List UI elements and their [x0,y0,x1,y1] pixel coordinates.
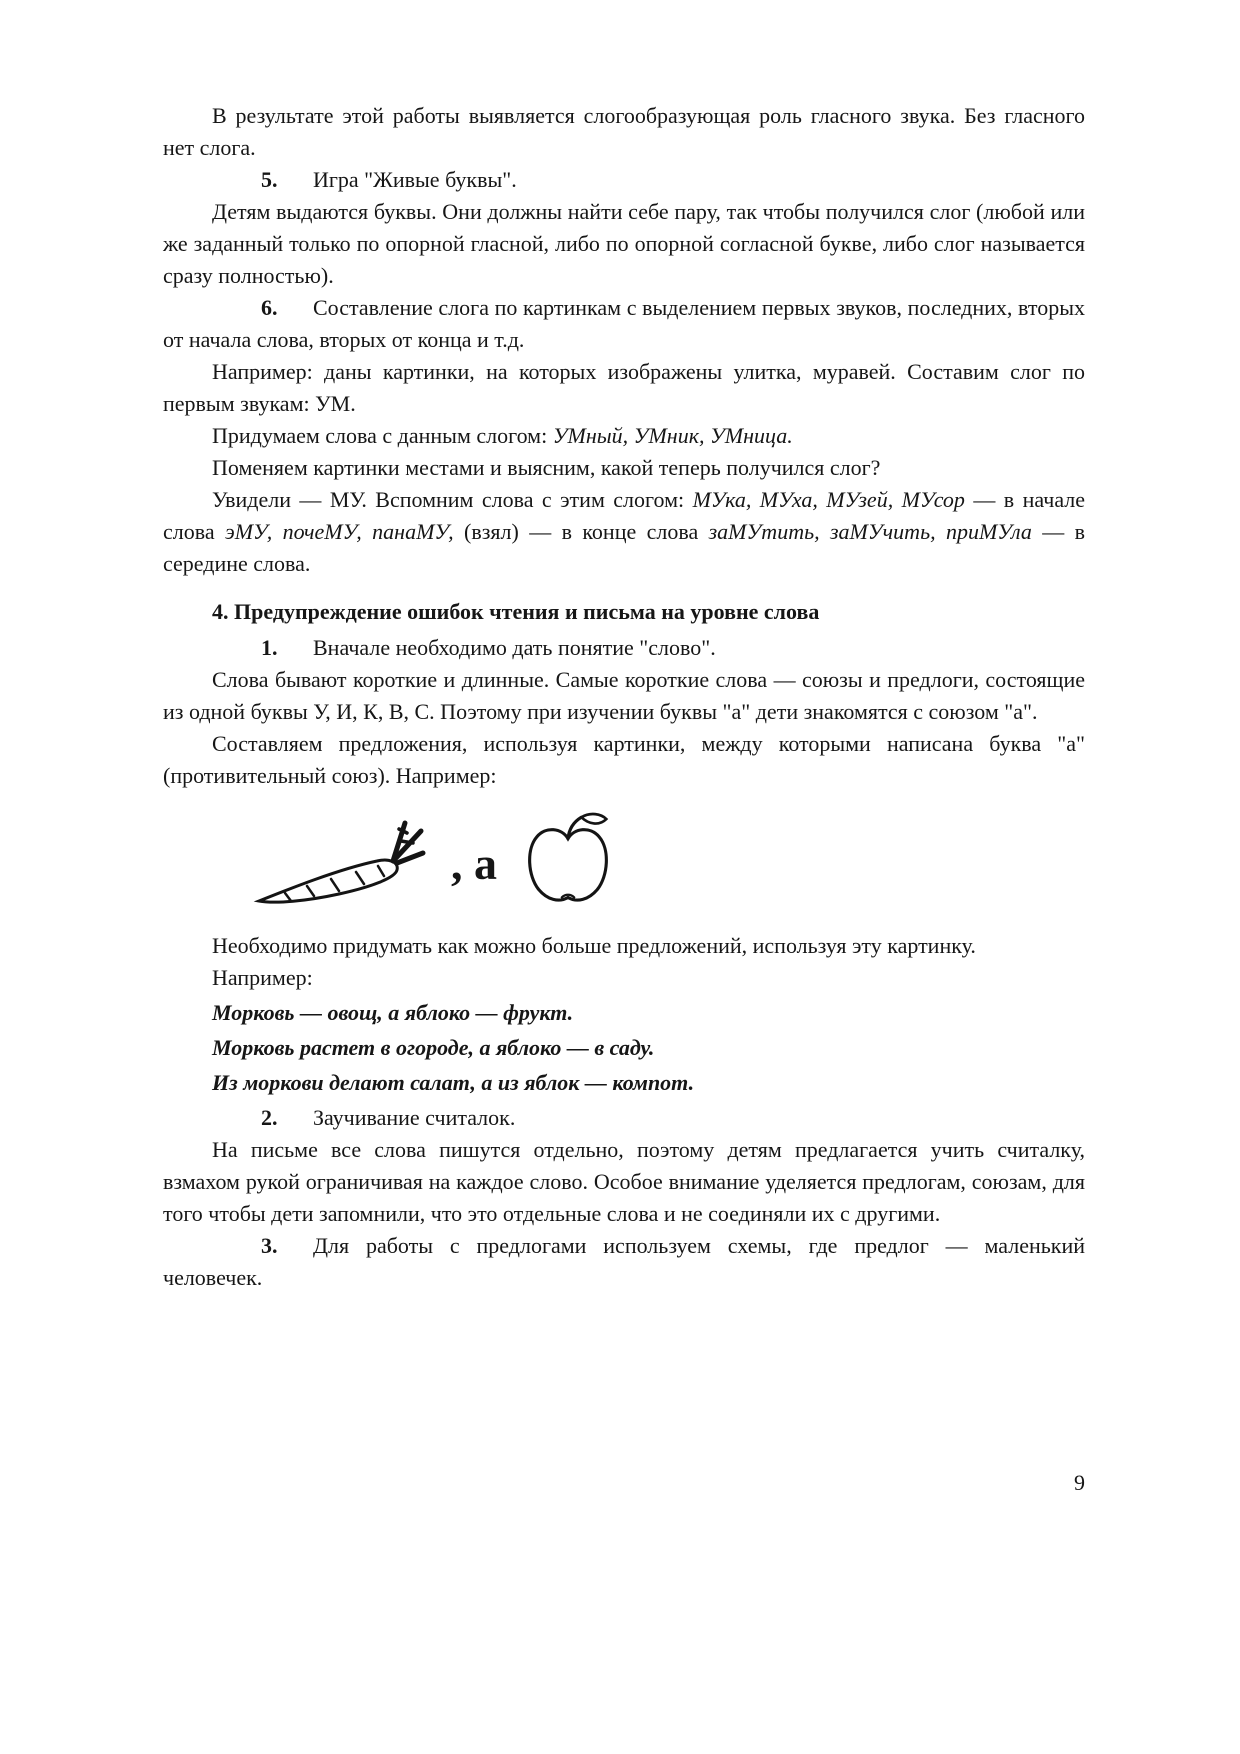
paragraph [163,484,1085,580]
item-number: 3. [261,1233,278,1258]
text-run: Увидели — МУ. Вспомним слова с этим слогом: [212,487,693,512]
paragraph: Например: даны картинки, на которых изображены улитка, муравей. Составим слог по первым звукам: УМ. [163,359,1085,416]
paragraph [163,420,1085,452]
figure [251,804,1085,916]
carrot-illustration [251,807,429,913]
text-run: — в середине слова. [163,519,1086,576]
paragraph: Поменяем картинки местами и выясним, какой теперь получился слог? [212,455,881,480]
numbered-paragraph [163,632,1085,664]
item-text: Для работы с предлогами используем схемы, где предлог — маленький человечек. [163,1233,1085,1290]
apple-illustration [519,808,617,912]
paragraph: Слова бывают короткие и длинные. Самые короткие слова — союзы и предлоги, состоящие из одной буквы У, И, К, В, С. Поэтому при изучении буквы "а" дети знакомятся с союзом "а". [163,667,1085,724]
text-run: Придумаем слова с данным слогом: [212,423,553,448]
item-text: Заучивание считалок. [313,1105,516,1130]
paragraph: Например: [212,965,313,990]
text-run: — в начале слова [163,487,1086,544]
page-number: 9 [1074,1470,1085,1495]
section-heading: 4. Предупреждение ошибок чтения и письма на уровне слова [212,599,820,624]
numbered-paragraph [163,292,1085,356]
paragraph: Составляем предложения, используя картинки, между которыми написана буква "а" (противительный союз). Например: [163,731,1085,788]
paragraph: На письме все слова пишутся отдельно, поэтому детям предлагается учить считалку, взмахом рукой ограничивая на каждое слово. Особое внимание уделяется предлогам, союзам, для того чтобы дети запомнили, что это отдельные слова и не соединяли их с другими. [163,1137,1085,1226]
item-number: 6. [261,295,278,320]
numbered-paragraph [163,1230,1085,1294]
example-sentence: Морковь — овощ, а яблоко — фрукт. [212,1000,574,1025]
item-text: Составление слога по картинкам с выделением первых звуков, последних, вторых от начала слова, вторых от конца и т.д. [163,295,1085,352]
item-number: 2. [261,1105,278,1130]
text-content [163,100,1085,1294]
item-number: 5. [261,167,278,192]
item-text: Игра "Живые буквы". [313,167,517,192]
text-run-italic: МУка, МУха, МУзей, МУсор [692,487,965,512]
item-text: Вначале необходимо дать понятие "слово". [313,635,716,660]
text-run-italic: заМУтить, заМУчить, приМУла [708,519,1032,544]
example-sentence: Из моркови делают салат, а из яблок — компот. [212,1070,695,1095]
text-run: (взял) — в конце слова [453,519,709,544]
item-number: 1. [261,635,278,660]
example-sentence: Морковь растет в огороде, а яблоко — в саду. [212,1035,655,1060]
paragraph: В результате этой работы выявляется слогообразующая роль гласного звука. Без гласного нет слога. [163,103,1085,160]
paragraph: Необходимо придумать как можно больше предложений, используя эту картинку. [212,933,976,958]
numbered-paragraph [163,1102,1085,1134]
numbered-paragraph [163,164,1085,196]
text-run-italic: УМный, УМник, УМница. [552,423,793,448]
connector-text: , а [451,838,497,889]
text-run-italic: эМУ, почеМУ, панаМУ, [225,519,454,544]
paragraph: Детям выдаются буквы. Они должны найти себе пару, так чтобы получился слог (любой или же заданный только по опорной гласной, либо по опорной согласной букве, либо слог называется сразу полностью). [163,199,1085,288]
